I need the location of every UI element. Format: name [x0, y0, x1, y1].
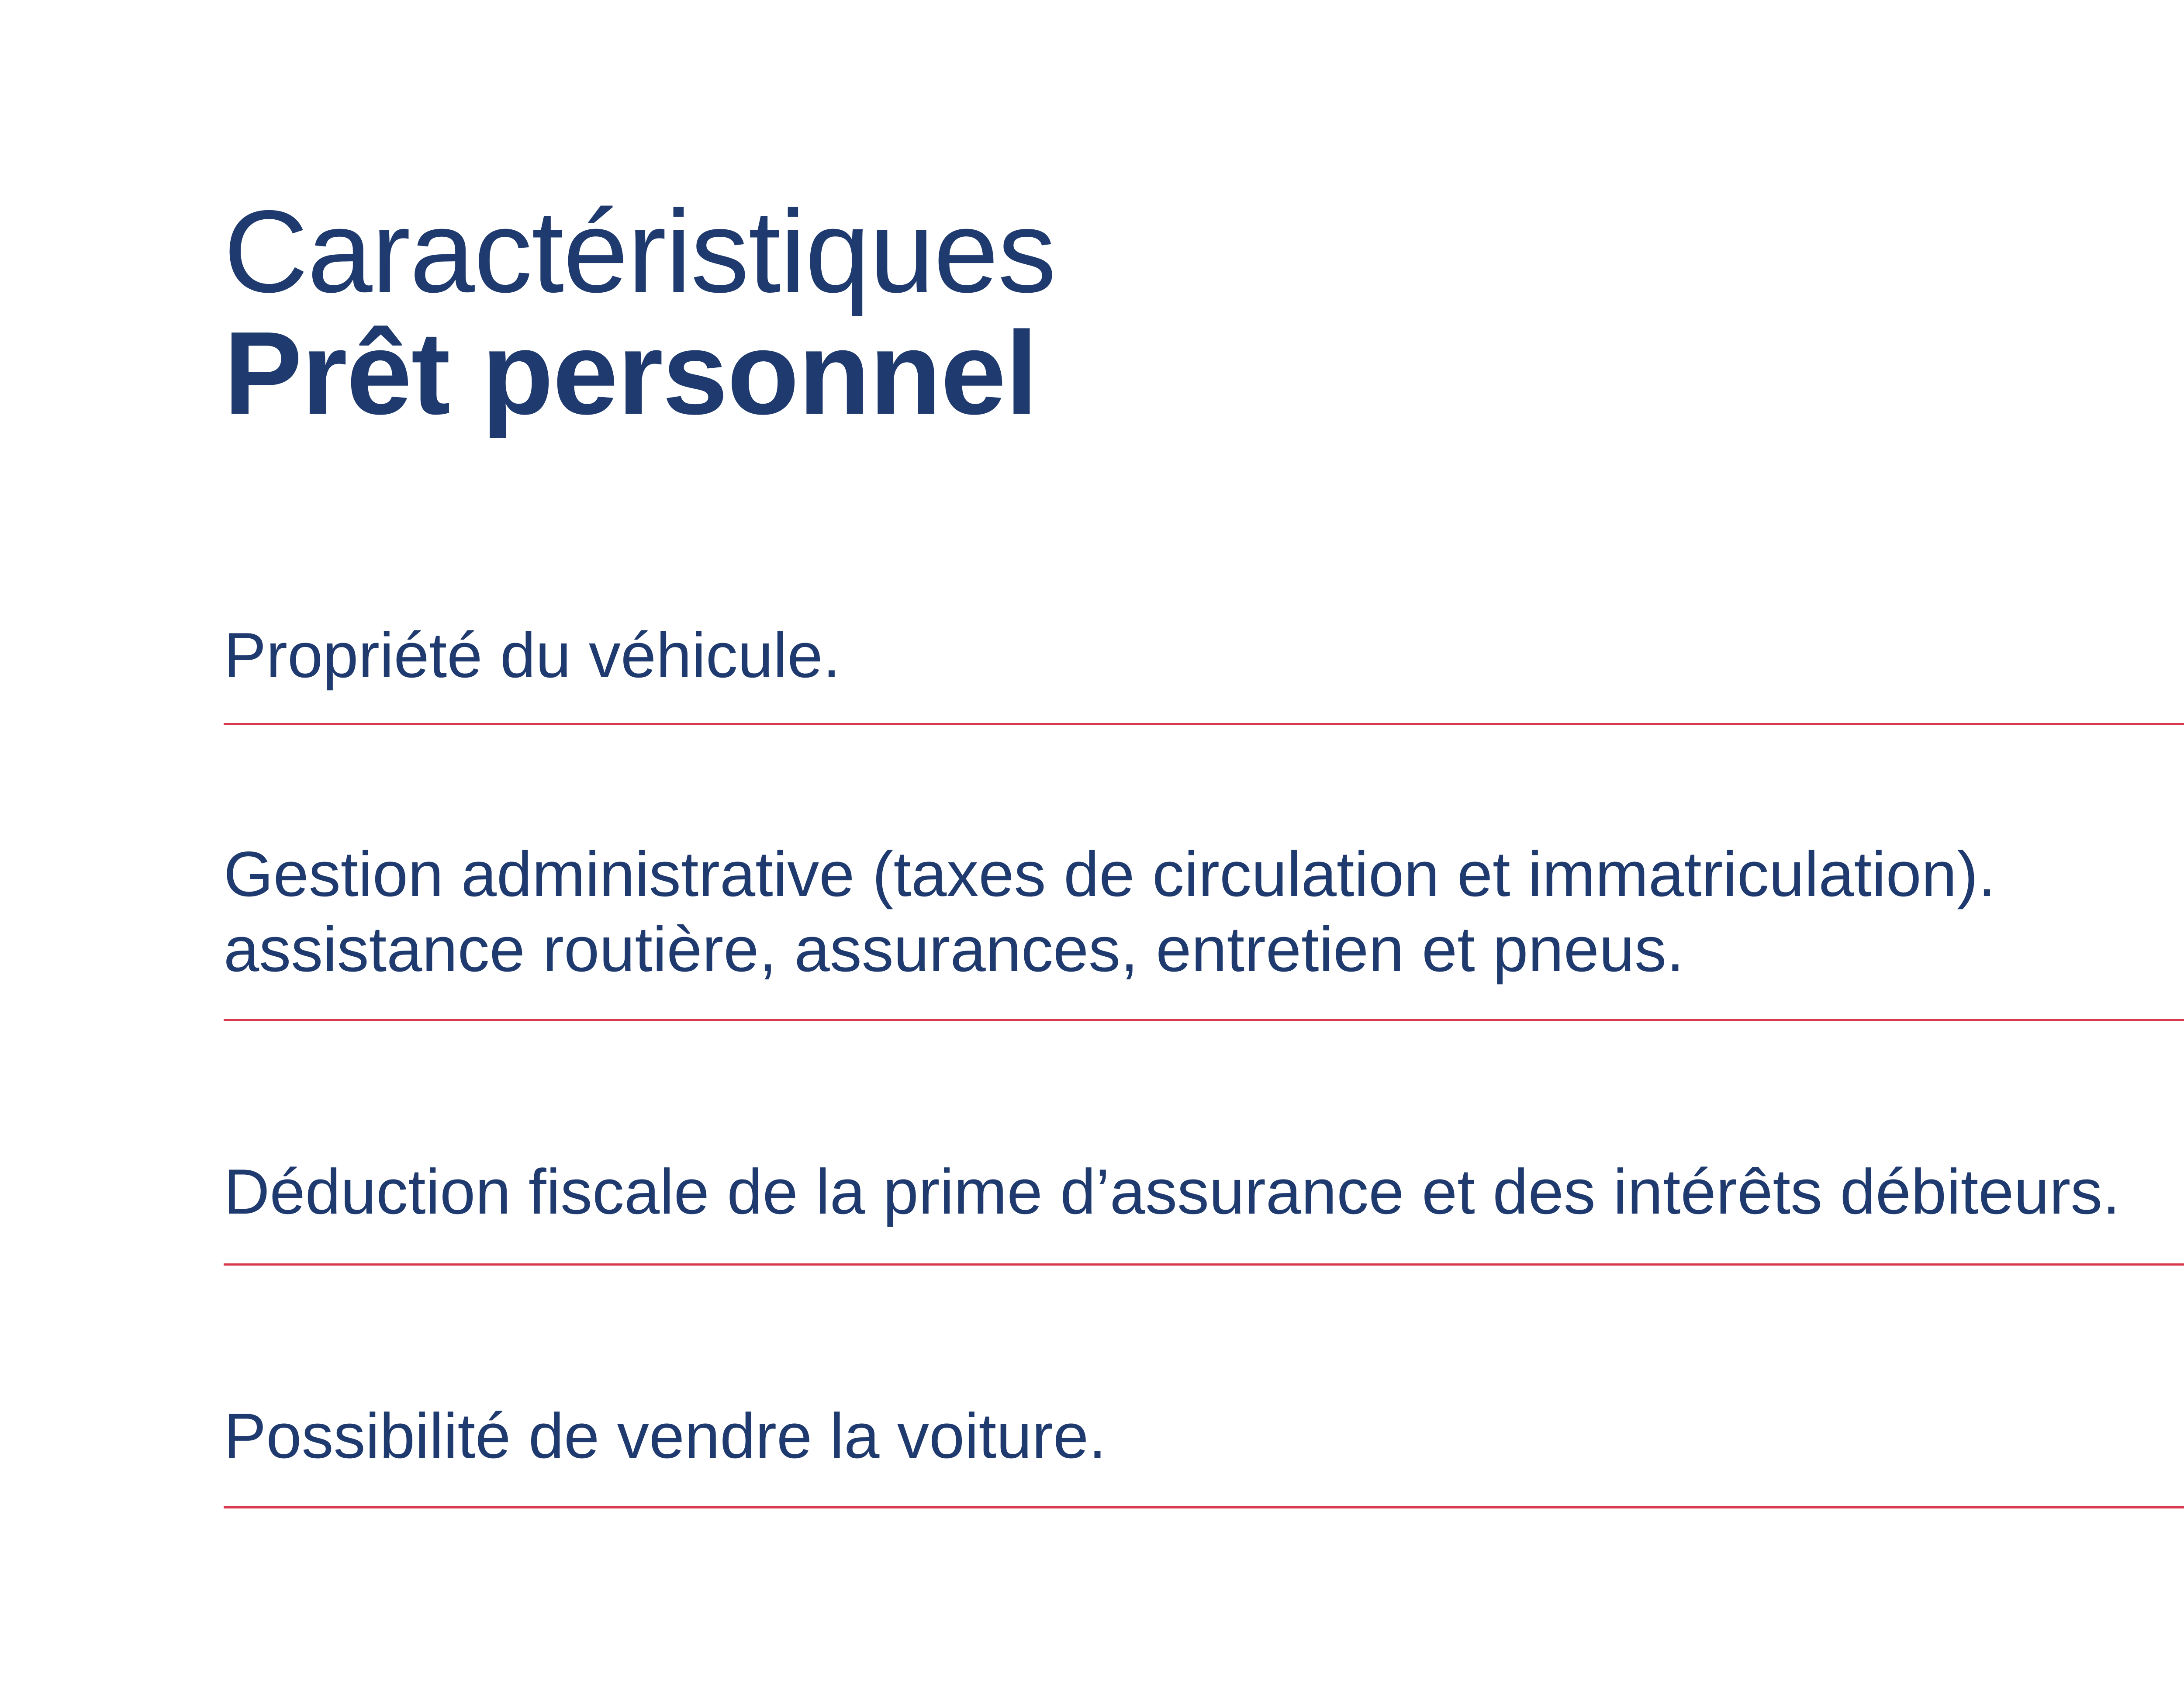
feature-row-text — [224, 618, 840, 693]
feature-row-vehicle-ownership — [224, 590, 2184, 725]
heading-title: Caractéristiques — [224, 186, 1056, 317]
feature-row-text-line1: Propriété du véhicule. — [224, 619, 841, 691]
feature-row-text-line1: Possibilité de vendre la voiture. — [224, 1400, 1106, 1471]
feature-row-text — [224, 1154, 2120, 1229]
heading-subtitle: Prêt personnel — [224, 308, 1037, 439]
feature-row-text — [224, 1398, 1106, 1474]
feature-row-text — [224, 837, 1996, 987]
feature-row-resale — [224, 1373, 2184, 1508]
feature-row-tax-deduction — [224, 1128, 2184, 1266]
feature-row-text-line1: Gestion administrative (taxes de circulation et immatriculation). — [224, 838, 1996, 910]
feature-row-text-line2: assistance routière, assurances, entretien et pneus. — [224, 913, 1684, 985]
feature-row-administrative — [224, 807, 2184, 1021]
feature-row-text-line1: Déduction fiscale de la prime d’assurance et des intérêts débiteurs. — [224, 1156, 2120, 1227]
page-heading — [224, 186, 1056, 439]
